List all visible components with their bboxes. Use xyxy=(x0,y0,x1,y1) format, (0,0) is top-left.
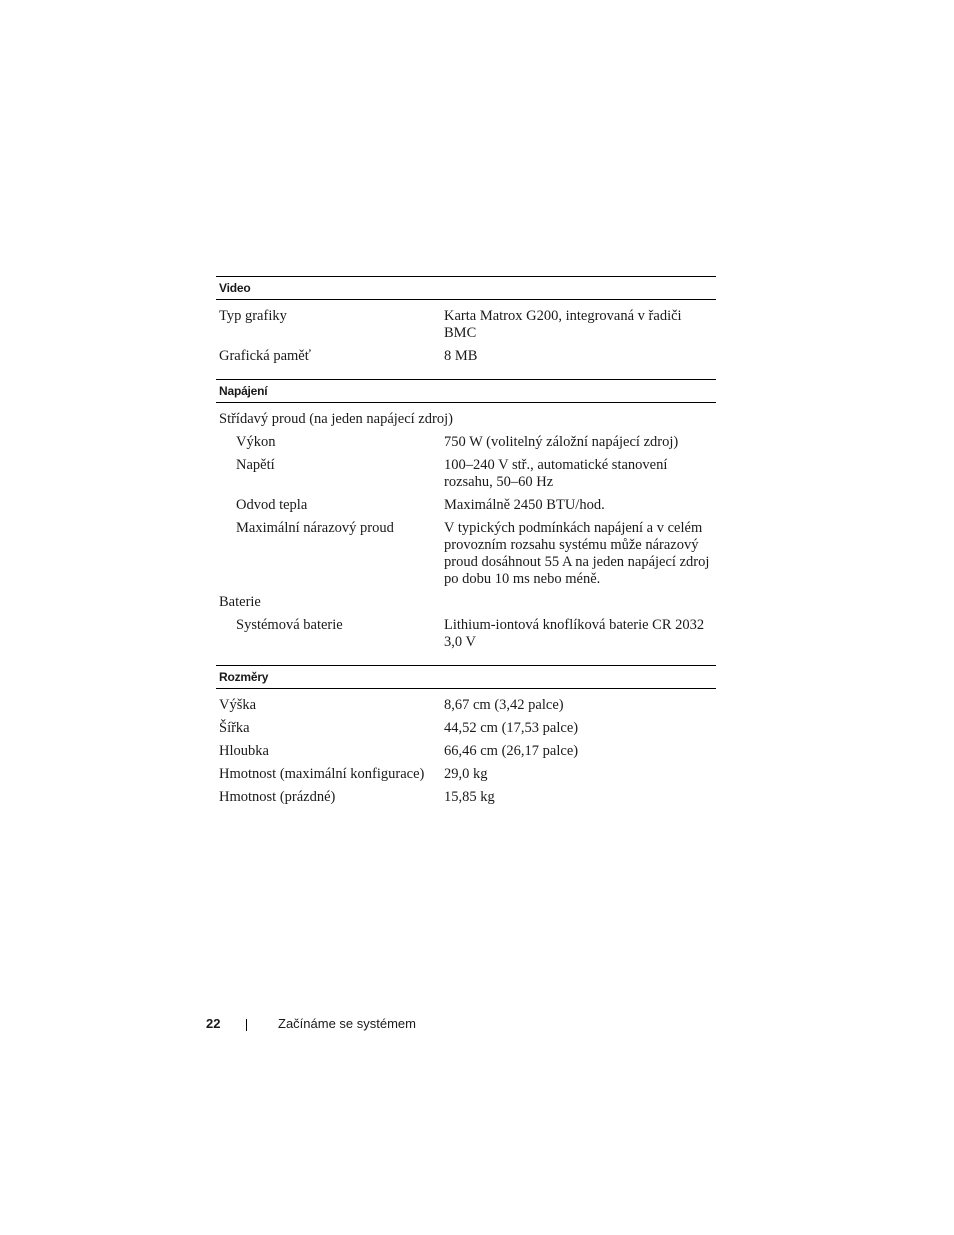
spec-group-label: Baterie xyxy=(219,594,261,610)
section-dimensions xyxy=(216,665,716,820)
spec-row xyxy=(216,766,716,783)
spec-row xyxy=(216,434,716,451)
spec-value: 15,85 kg xyxy=(444,789,495,805)
section-video xyxy=(216,276,716,379)
spec-value: 8,67 cm (3,42 palce) xyxy=(444,697,564,713)
spec-row xyxy=(216,594,716,611)
spec-value: 66,46 cm (26,17 palce) xyxy=(444,743,579,759)
spec-value: Maximálně 2450 BTU/hod. xyxy=(444,497,605,513)
spec-value: 29,0 kg xyxy=(444,766,488,782)
footer-divider xyxy=(246,1019,247,1031)
spec-value: Karta Matrox G200, integrovaná v řadiči BMC xyxy=(444,308,682,341)
page-number: 22 xyxy=(206,1016,221,1031)
spec-value: 8 MB xyxy=(444,348,478,364)
spec-row xyxy=(216,743,716,760)
spec-group-label: Střídavý proud (na jeden napájecí zdroj) xyxy=(219,411,453,427)
spec-label: Maximální nárazový proud xyxy=(236,520,394,536)
spec-row xyxy=(216,411,716,428)
spec-label: Šířka xyxy=(219,720,250,736)
spec-label: Hmotnost (maximální konfigurace) xyxy=(219,766,425,782)
spec-value: Lithium-iontová knoflíková baterie CR 2032 3,0 V xyxy=(444,617,705,650)
section-power xyxy=(216,379,716,665)
spec-value: 100–240 V stř., automatické stanovení rozsahu, 50–60 Hz xyxy=(444,457,668,490)
section-heading: Napájení xyxy=(216,379,716,403)
specifications-table xyxy=(216,276,716,820)
spec-row xyxy=(216,457,716,491)
spec-row xyxy=(216,308,716,342)
spec-row xyxy=(216,520,716,588)
spec-row xyxy=(216,497,716,514)
spec-label: Výška xyxy=(219,697,257,713)
section-heading: Rozměry xyxy=(216,665,716,689)
spec-label: Odvod tepla xyxy=(236,497,308,513)
spec-value: V typických podmínkách napájení a v celém provozním rozsahu systému může nárazový proud dosáhnout 55 A na jeden napájecí zdroj po dobu 10 ms nebo méně. xyxy=(444,520,710,587)
spec-row xyxy=(216,617,716,651)
spec-label: Napětí xyxy=(236,457,275,473)
spec-label: Hmotnost (prázdné) xyxy=(219,789,336,805)
spec-row xyxy=(216,348,716,365)
spec-label: Hloubka xyxy=(219,743,269,759)
chapter-title: Začínáme se systémem xyxy=(278,1016,416,1031)
spec-label: Typ grafiky xyxy=(219,308,287,324)
spec-row xyxy=(216,720,716,737)
spec-value: 750 W (volitelný záložní napájecí zdroj) xyxy=(444,434,679,450)
spec-label: Výkon xyxy=(236,434,276,450)
spec-label: Grafická paměť xyxy=(219,348,311,364)
spec-row xyxy=(216,697,716,714)
spec-label: Systémová baterie xyxy=(236,617,343,633)
spec-value: 44,52 cm (17,53 palce) xyxy=(444,720,579,736)
spec-row xyxy=(216,789,716,806)
section-heading: Video xyxy=(216,276,716,300)
